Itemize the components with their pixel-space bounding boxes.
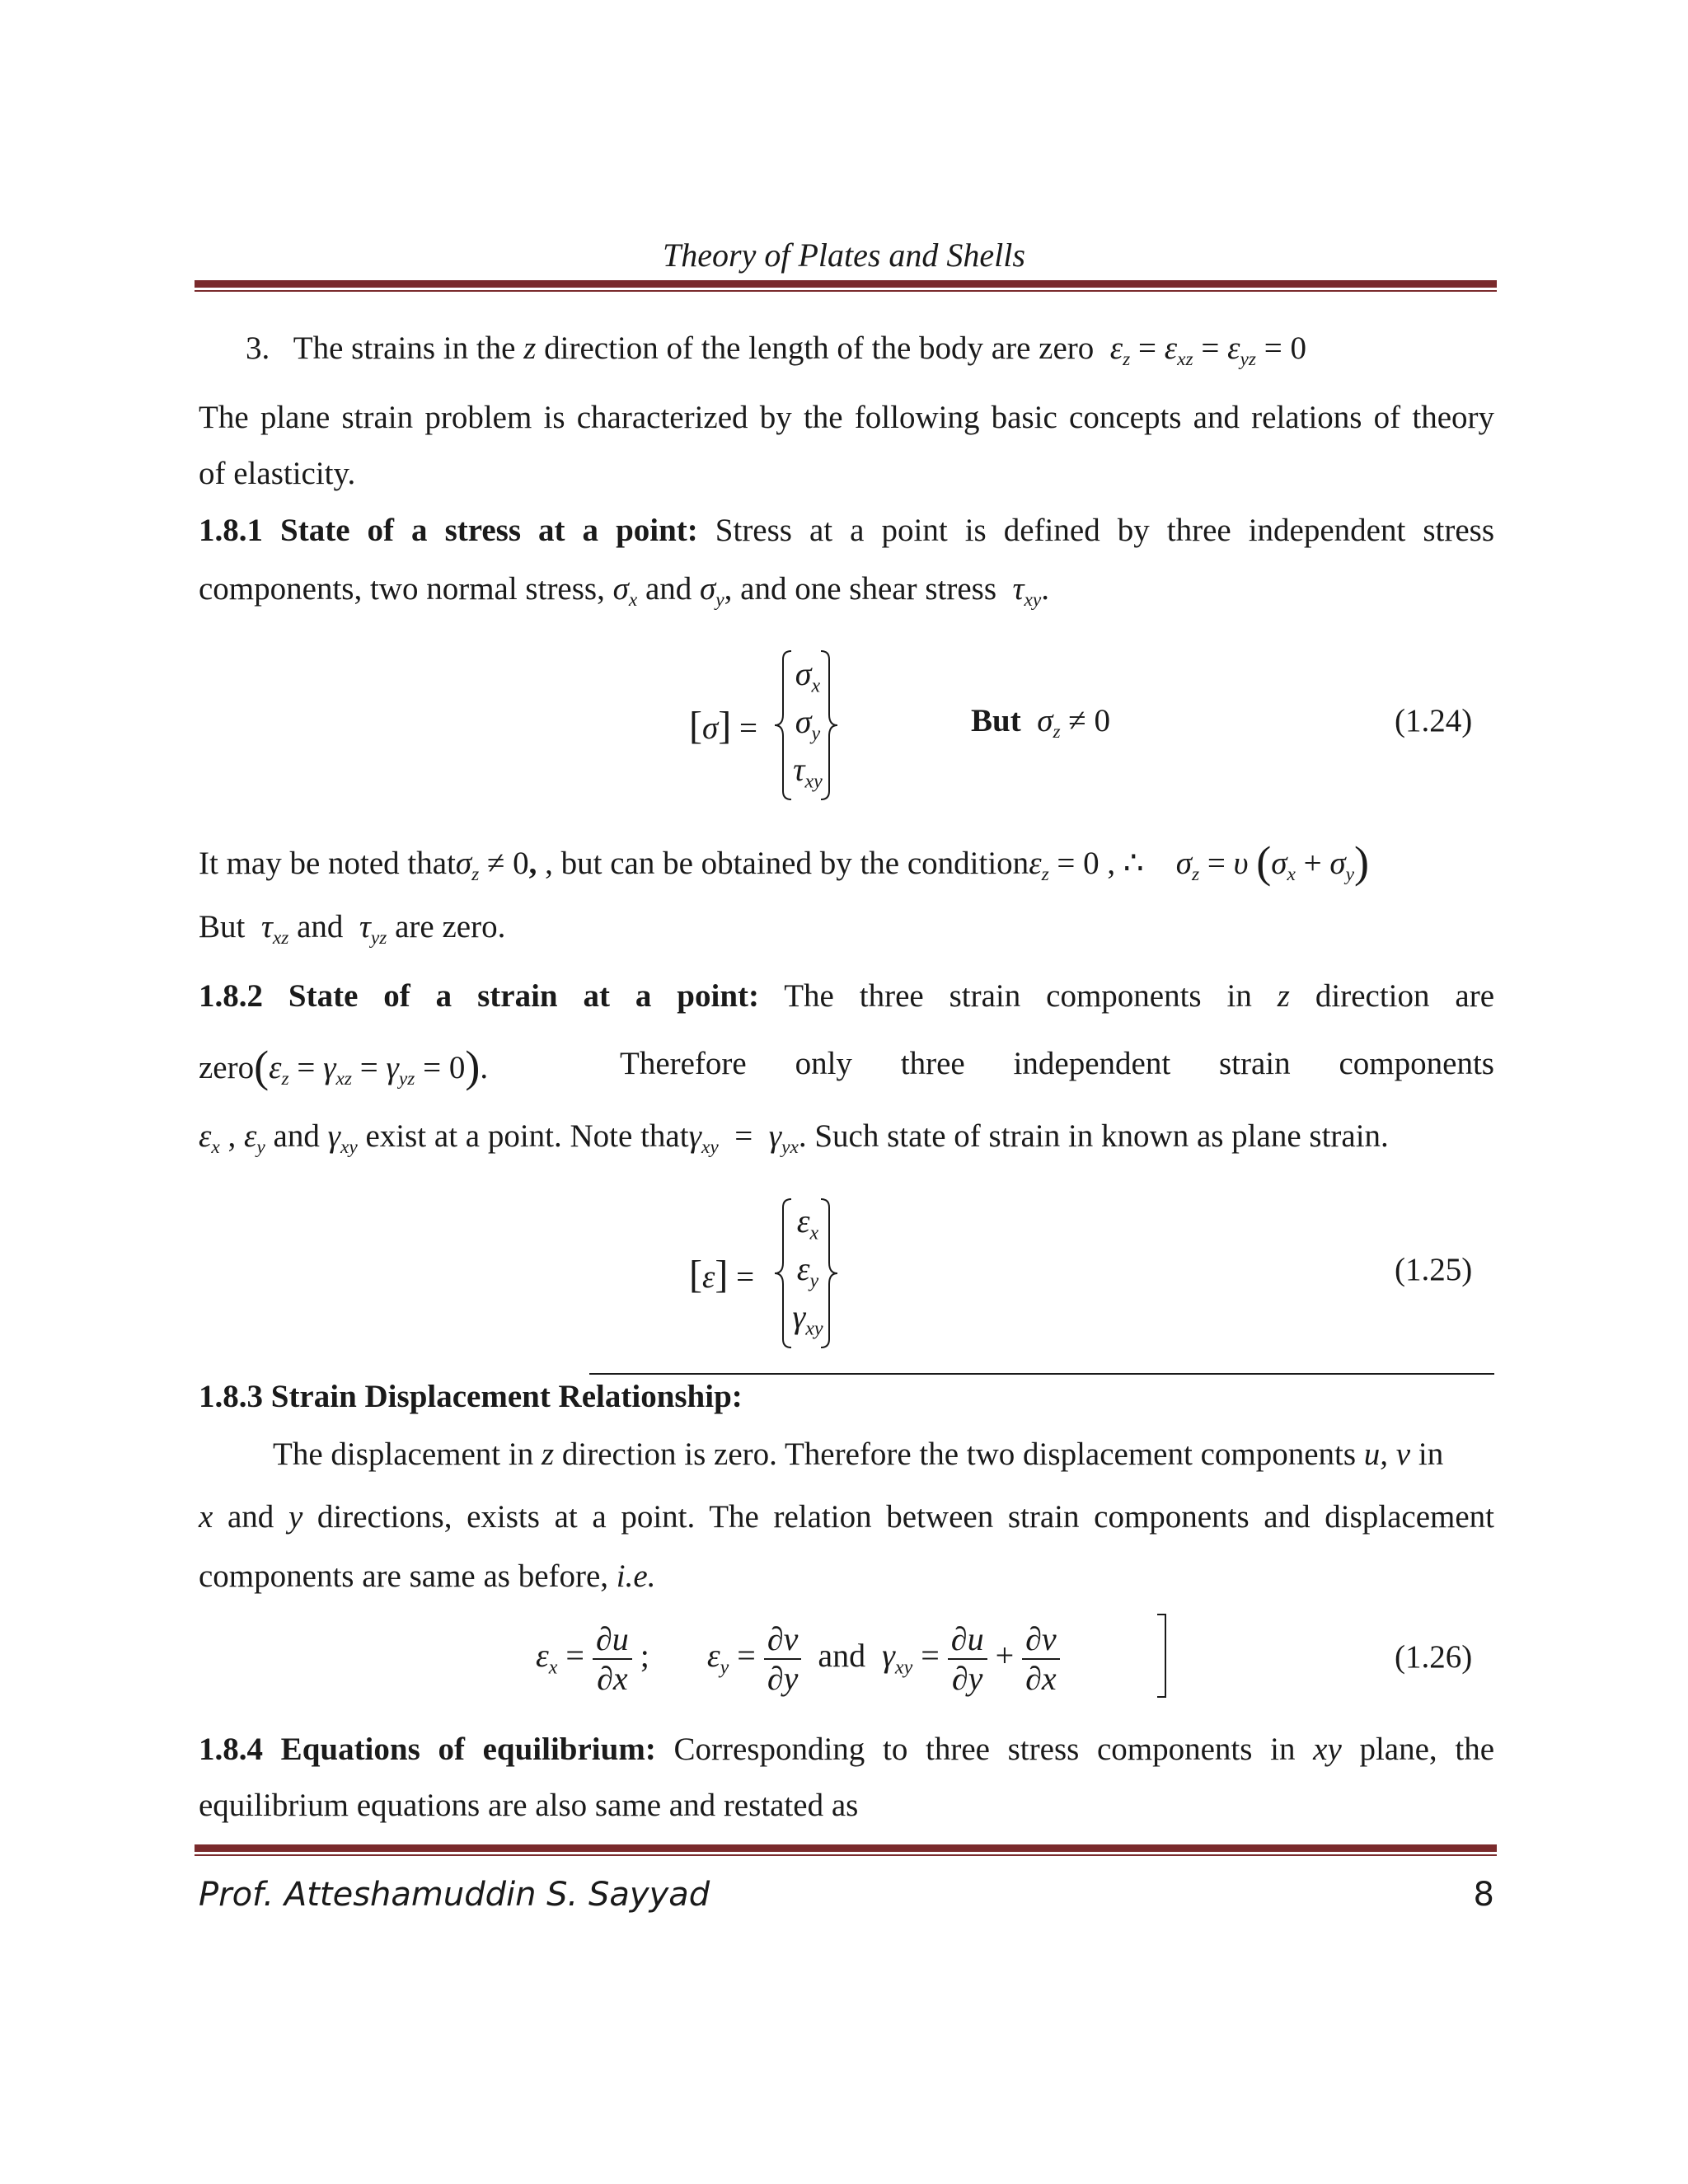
but-tau-line: But $\tau_{xz}$ and $\tau_{yz}$ are zero. [199,909,506,949]
section-text: The three strain components in [784,978,1252,1014]
section-text: in [1418,1436,1444,1472]
equation-number-1-25: (1.25) [1395,1252,1473,1287]
section-heading-1-8-2: 1.8.2 State of a strain at a point: [199,978,759,1014]
but-label: But [971,703,1021,738]
word: strain [1219,1046,1291,1081]
section-text: Stress at a point is defined by three independent stress [715,513,1495,548]
period: . [1041,571,1049,607]
equation-number-1-24: (1.24) [1395,703,1473,738]
footer-author: Prof. Atteshamuddin S. Sayyad [199,1876,710,1914]
section-text: But [199,909,246,944]
strain-vector-lhs: [ε] = [689,1253,755,1296]
header-rule [195,280,1497,292]
item-text-2: direction of the length of the body are zero [544,330,1095,366]
x-symbol: x [199,1499,213,1535]
section-1-8-2-line-3: $\varepsilon_x$ , $\varepsilon_y$ and $\gamma_{xy}$ exist at a point. Note thatγ$_{xy}$ = $\gamma_{yx}$. Such state of strain in known as plane strain. [199,1118,1389,1159]
section-1-8-4-line-2: equilibrium equations are also same and restated as [199,1788,859,1823]
footer-rule [195,1844,1497,1856]
item-3-equation: $\varepsilon_z = \varepsilon_{xz} = \varepsilon_{yz} = 0$ [1102,330,1306,371]
intro-line-1: The plane strain problem is characterized by the following basic concepts and relations of theory [199,400,1494,435]
z-symbol: z [541,1436,555,1472]
but-sigma-z-condition: But $\sigma_z \ne 0$ [971,703,1110,743]
section-1-8-2-line-2b [620,1045,1494,1084]
section-1-8-1-line-1 [199,512,1494,551]
note-line: It may be noted thatσ$_z$ ≠ 0, , but can be obtained by the conditionε$_z$ = 0 , ∴ $\sigma_z = \upsilon$ $(\sigma_x + \sigma_y)$ [199,837,1369,887]
item-text: The strains in the [293,330,516,366]
sigma-z-equation: $\sigma_z = \upsilon$ $(\sigma_x + \sigma_y)$ [1151,837,1369,887]
item-number: 3. [246,330,270,366]
condition-text: = 0 , ∴ [1057,846,1144,881]
strain-displacement-equations: $\varepsilon_x$ = $\frac{\partial u}{\partial x}$ ; $\varepsilon_y$ = $\frac{\partial v}{\partial y}$ and $\gamma_{xy}$ = $\frac{\partial u}{\partial y}$ + $\frac{\partial v}{\partial x}$ [536,1620,1060,1698]
and-word: and [645,571,692,607]
sigma-x: $\sigma_x$ [612,571,638,612]
section-heading-1-8-1: 1.8.1 State of a stress at a point: [199,513,698,548]
section-heading-1-8-3 [199,1378,743,1417]
header-title: Theory of Plates and Shells [663,237,1025,274]
strain-vector-components: $\varepsilon_x$ $\varepsilon_y$ $\gamma_{xy}$ [792,1202,823,1340]
and-word: and [818,1637,866,1675]
z-symbol: z [523,330,537,366]
section-text: direction are [1315,978,1495,1014]
section-text: directions, exists at a point. The relation between strain components and displacement [316,1499,1494,1535]
heading-text: 1.8.3 Strain Displacement Relationship: [199,1379,743,1414]
word: independent [1013,1046,1171,1081]
divider-line [589,1373,1494,1375]
xy-symbol: xy [1313,1732,1342,1767]
uv-symbol: u, v [1363,1436,1411,1472]
and-word: and [273,1118,320,1154]
tau-xy: $\tau_{xy}$ [1004,571,1042,612]
sigma-y: $\sigma_y$ [700,571,724,612]
and-word: and [297,909,344,944]
word: only [795,1046,852,1081]
section-text: exist at a point. Note that [365,1118,689,1154]
section-text: It may be noted that [199,846,456,881]
section-text: direction is zero. Therefore the two displacement components [561,1436,1357,1472]
section-1-8-2-line-2a: $zero(\varepsilon_z = \gamma_{xz} = \gamma_{yz} = 0)$. [199,1042,489,1091]
section-text: zero [199,1050,255,1085]
page-number: 8 [1473,1876,1494,1914]
section-text: . Such state of strain in known as plane strain. [798,1118,1389,1154]
section-1-8-4-line-1 [199,1731,1494,1769]
section-text: The displacement in [273,1436,534,1472]
section-1-8-3-line-1 [273,1436,1443,1474]
intro-line-2: of elasticity. [199,456,356,491]
z-symbol: z [1277,978,1290,1014]
section-1-8-2-line-1 [199,977,1494,1016]
word: three [900,1046,965,1081]
section-1-8-1-line-2 [199,570,1049,612]
stress-vector-components: $\sigma_x$ $\sigma_y$ $\tau_{xy}$ [793,655,823,793]
section-1-8-3-line-3 [199,1558,655,1596]
not-equal-zero: ≠ 0 [487,846,529,881]
section-text: Corresponding to three stress components in [673,1732,1296,1767]
ie-text: i.e. [616,1558,656,1594]
stress-vector-lhs: [σ] = [689,704,757,748]
section-text: , but can be obtained by the condition [545,846,1029,881]
section-1-8-3-line-2 [199,1498,1494,1537]
word: Therefore [620,1046,747,1081]
section-text: components, two normal stress, [199,571,605,607]
equation-number-1-26: (1.26) [1395,1639,1473,1675]
and-word: and [227,1499,274,1535]
item-3 [246,330,1306,371]
section-heading-1-8-4: 1.8.4 Equations of equilibrium: [199,1732,656,1767]
word: components [1339,1046,1494,1081]
y-symbol: y [288,1499,303,1535]
section-text: , and one shear stress [724,571,996,607]
section-text: plane, the [1359,1732,1495,1767]
equation-right-bracket [1154,1612,1170,1699]
section-text: components are same as before, [199,1558,609,1594]
section-text: are zero. [395,909,506,944]
